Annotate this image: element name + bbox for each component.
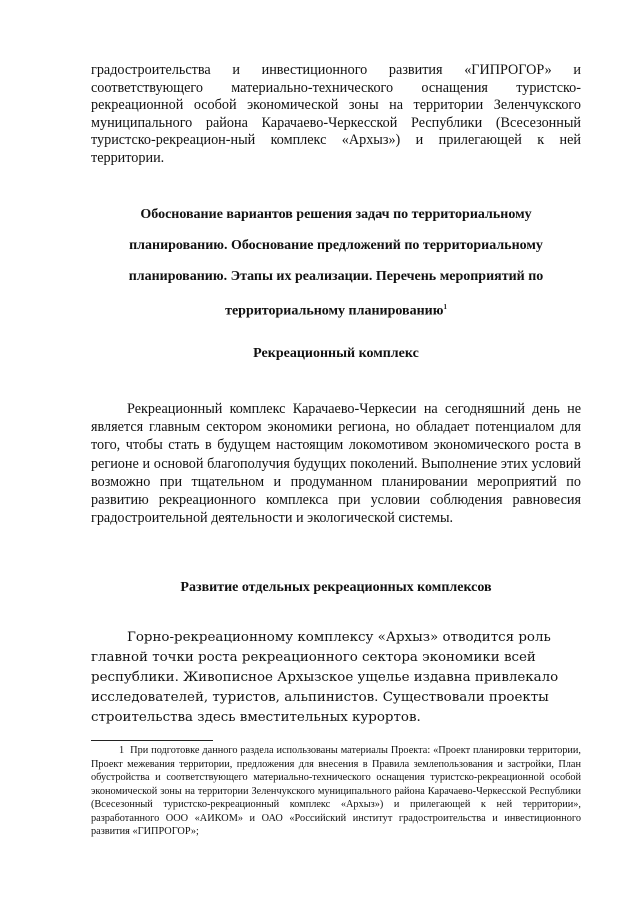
section-development-paragraph: Горно-рекреационному комплексу «Архыз» отводится роль главной точки роста рекреационного сектора экономики всей республики. Живописное Архызское ущелье издавна привлекало исследователей, туристов, альпинистов. Существовали проекты строительства здесь вместительных курортов.	[91, 630, 559, 725]
section-recreation-paragraph: Рекреационный комплекс Карачаево-Черкесии на сегодняшний день не является главным сектором экономики региона, но обладает потенциалом для того, чтобы стать в будущем настоящим локомотивом экономического роста в регионе и основой благополучия будущих поколений. Выполнение этих условий возможно при тщательном и продуманном планировании мероприятий по развитию рекреационного комплекса при условии соблюдения равновесия градостроительной деятельности и экологической системы.	[91, 401, 581, 527]
section-development-heading: Развитие отдельных рекреационных комплексов	[180, 580, 492, 595]
intro-paragraph: градостроительства и инвестиционного развития «ГИПРОГОР» и соответствующего материально-технического оснащения туристско-рекреационной особой экономической зоны на территории Зеленчукского муниципального района Карачаево-Черкесской Республики (Всесезонный туристско-рекреацион-ный комплекс «Архыз») и прилегающей к ней территории.	[91, 62, 581, 166]
footnote-separator	[91, 740, 213, 741]
footnote-reference[interactable]: 1	[443, 303, 447, 311]
section-recreation-heading: Рекреационный комплекс	[253, 346, 419, 361]
main-heading	[91, 199, 581, 327]
main-heading-text: Обоснование вариантов решения задач по территориальному планированию. Обоснование предложений по территориальному планированию. Этапы их реализации. Перечень мероприятий по территориальному планированию	[128, 207, 544, 319]
footnote	[91, 744, 581, 839]
footnote-text: При подготовке данного раздела использованы материалы Проекта: «Проект планировки территории, Проект межевания территории, предложения для внесения в Правила землепользования и застройки, План обустройства и соответствующего материально-технического оснащения туристско-рекреационной особой экономической зоны на территории Зеленчукского муниципального района Карачаево-Черкесской Республики (Всесезонный туристско-рекреационный комплекс «Архыз») и прилегающей к ней территории», разработанного ООО «АИКОМ» и ОАО «Российский институт градостроительства и инвестиционного развития «ГИПРОГОР»;	[91, 745, 581, 837]
footnote-number: 1	[119, 745, 125, 756]
